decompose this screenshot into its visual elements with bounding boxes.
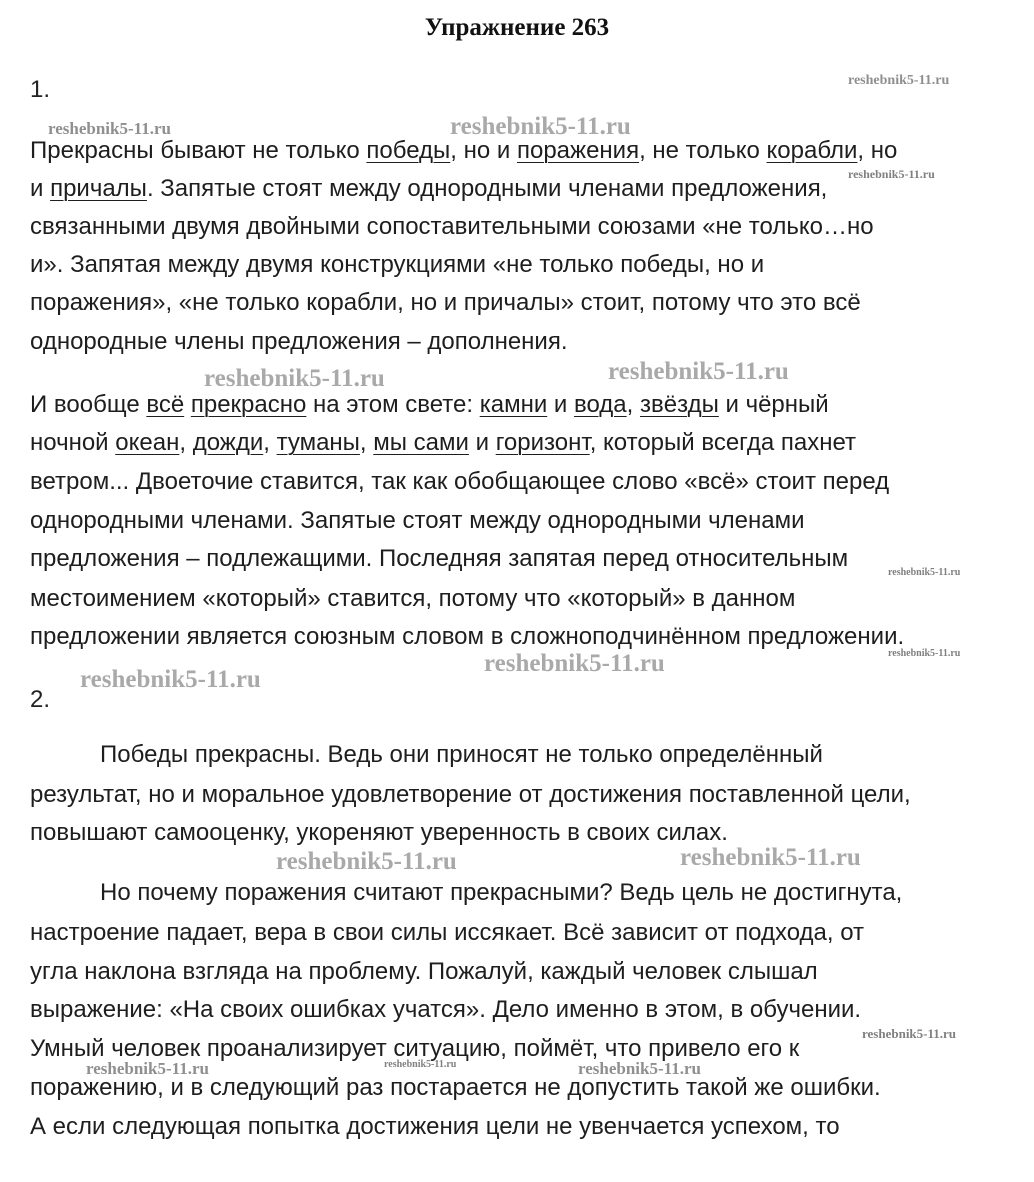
- text-line: Умный человек проанализирует ситуацию, поймёт, что привело его к: [30, 1035, 800, 1062]
- watermark: reshebnik5-11.ru: [848, 73, 950, 88]
- watermark: reshebnik5-11.ru: [862, 1026, 957, 1041]
- text-line: настроение падает, вера в свои силы иссякает. Всё зависит от подхода, от: [30, 919, 865, 946]
- text-line: однородные члены предложения – дополнения.: [30, 328, 568, 355]
- text-line: Прекрасны бывают не только победы, но и поражения, не только корабли, но: [30, 137, 898, 164]
- watermark: reshebnik5-11.ru: [888, 567, 961, 578]
- text-line: результат, но и моральное удовлетворение от достижения поставленной цели,: [30, 781, 911, 808]
- watermark: reshebnik5-11.ru: [888, 648, 961, 659]
- watermark: reshebnik5-11.ru: [578, 1059, 701, 1078]
- watermark: reshebnik5-11.ru: [276, 848, 457, 875]
- text-line: выражение: «На своих ошибках учатся». Дело именно в этом, в обучении.: [30, 996, 862, 1023]
- watermark: reshebnik5-11.ru: [608, 358, 789, 385]
- text-line: угла наклона взгляда на проблему. Пожалуй, каждый человек слышал: [30, 958, 818, 985]
- underlined-word: прекрасно: [190, 391, 307, 418]
- text-line: Но почему поражения считают прекрасными? Ведь цель не достигнута,: [100, 879, 903, 906]
- text-line: местоимением «который» ставится, потому что «который» в данном: [30, 585, 796, 612]
- text-line: и причалы. Запятые стоят между однородными членами предложения,: [30, 175, 828, 202]
- section-number: 2.: [30, 686, 51, 713]
- underlined-word: вода: [573, 391, 627, 418]
- exercise-title: Упражнение 263: [424, 14, 610, 41]
- watermark: reshebnik5-11.ru: [48, 119, 171, 138]
- underlined-word: горизонт: [495, 429, 590, 456]
- underlined-word: туманы: [276, 429, 360, 456]
- watermark: reshebnik5-11.ru: [204, 365, 385, 392]
- watermark: reshebnik5-11.ru: [848, 167, 935, 181]
- watermark: reshebnik5-11.ru: [680, 844, 861, 871]
- text-line: поражения», «не только корабли, но и причалы» стоит, потому что это всё: [30, 289, 861, 316]
- underlined-word: камни: [479, 391, 548, 418]
- underlined-word: корабли: [766, 137, 858, 164]
- underlined-word: океан: [115, 429, 180, 456]
- underlined-word: всё: [146, 391, 185, 418]
- text-line: И вообще всё прекрасно на этом свете: камни и вода, звёзды и чёрный: [30, 391, 829, 418]
- underlined-word: мы сами: [373, 429, 469, 456]
- text-line: поражению, и в следующий раз постарается не допустить такой же ошибки.: [30, 1074, 881, 1101]
- watermark: reshebnik5-11.ru: [384, 1059, 457, 1070]
- text-line: ветром... Двоеточие ставится, так как обобщающее слово «всё» стоит перед: [30, 468, 890, 495]
- text-line: А если следующая попытка достижения цели не увенчается успехом, то: [30, 1113, 840, 1140]
- watermark: reshebnik5-11.ru: [484, 650, 665, 677]
- underlined-word: поражения: [516, 137, 640, 164]
- text-line: и». Запятая между двумя конструкциями «не только победы, но и: [30, 251, 765, 278]
- section-number: 1.: [30, 76, 51, 103]
- underlined-word: звёзды: [639, 391, 719, 418]
- text-line: однородными членами. Запятые стоят между однородными членами: [30, 507, 805, 534]
- underlined-word: причалы: [50, 175, 147, 202]
- text-line: предложении является союзным словом в сложноподчинённом предложении.: [30, 623, 905, 650]
- text-line: предложения – подлежащими. Последняя запятая перед относительным: [30, 545, 849, 572]
- underlined-word: победы: [366, 137, 451, 164]
- watermark: reshebnik5-11.ru: [86, 1059, 209, 1078]
- text-line: повышают самооценку, укореняют уверенность в своих силах.: [30, 819, 728, 846]
- watermark: reshebnik5-11.ru: [80, 666, 261, 693]
- text-line: Победы прекрасны. Ведь они приносят не только определённый: [100, 741, 823, 768]
- text-line: связанными двумя двойными сопоставительными союзами «не только…но: [30, 213, 874, 240]
- underlined-word: дожди: [192, 429, 264, 456]
- text-line: ночной океан, дожди, туманы, мы сами и горизонт, который всегда пахнет: [30, 429, 857, 456]
- watermark: reshebnik5-11.ru: [450, 113, 631, 140]
